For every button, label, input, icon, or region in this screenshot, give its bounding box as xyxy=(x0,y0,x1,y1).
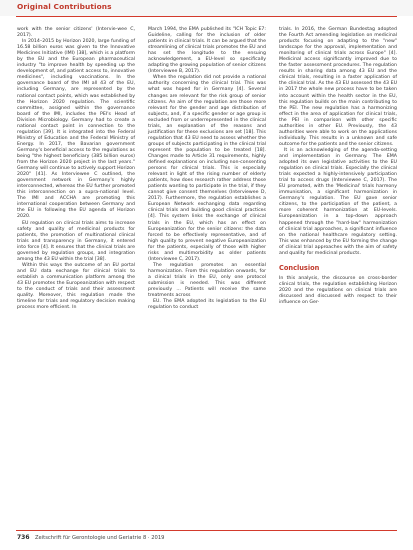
body-paragraph: trials. In 2016, the German Bundestag adopted the Fourth Act amending legislation on medicinal products focusing on adapting to the "new" landscape for the approval, implementation and monitoring of clinical trials across Europe" [4]. Medicinal access significantly improved due to the faster assessment procedures. The regulation results in sharing data among 43 EU and the clinical trials, resulting in a faster application of the clinical trial. As the 43 EU assessed the 43 EU in 2017 the whole new process have to be taken into account within the health sector in the EU, this regulation builds on the main contributing to the PEI. The new regulation has a harmonizing effect in the area of application for clinical trials, the PEI in comparison with other specific authorities in other EU. Previously, the 43 authorities were able to work on the applications individually. This results in a unknown and safe outcome for the patients and the senior citizens. xyxy=(279,27,397,147)
body-paragraph: When the regulation did not provide a national authority concerning the clinical trial. This was what was hoped for in Germany [4]. Several changes are relevant for the risk group of senior citizens. An aim of the regulation are those more relevant for the gender and age distribution of subjects, and, if a specific gender or age group is excluded from or underrepresented in the clinical trials, an explanation of the reasons and justification for these exclusions are set [18]. This regulation that 43 EU need to assess whether the groups of subjects participating in the clinical trial represent the population to be treated [18]. Changes made to Article 31 requirements, highly defined explanations on including non-consenting persons for clinical trials. This is especially relevant in light of the rising number of elderly patients, how does research rather address those patients wanting to participate in the trial, if they cannot give consent themselves (Interviewee D, 2017). Furthermore, the regulation establishes a European Network exchanging data regarding clinical trials and building good clinical practices [4]. This system links the exchange of clinical trials in the EU, which has an effect on Europeanization for the senior citizens: the data forced to be effectively representative, and of high quality to prevent negative Europeanization for the patients, especially of those with higher risks and multimorbidity as older patients (Interviewee C, 2017). xyxy=(148,75,266,262)
section-header-title: Original Contributions xyxy=(17,2,112,11)
body-paragraph: It is an acknowledging of the agenda-setting and implementation in Germany. The EMA adopted its own legislative activities to the EU regulation on clinical trials. Especially the clinical trials expected a highly-intensively participation trial to access drugs (Interviewee C, 2017). The EU promoted, with the 'Medicinal' trials harmony immunisation, a significant harmonization in Germany's regulation. The EU gave senior citizens, to the participation of the patient, a more coherent harmonization at EU-levels. Europeanization in a top-down approach happened through the "hard-law" harmonization of clinical trial approaches, a significant influence on the national healthcare regulatory setting. This was enhanced by the EU forming the change of clinical trial approaches with the aim of safety and quality for medicinal products. xyxy=(279,147,397,256)
page-number: 736 xyxy=(17,534,30,541)
body-paragraph: work with the senior citizens' (Intervie-wee C, 2017). xyxy=(17,27,135,39)
journal-name: Zeitschrift für Gerontologie und Geriatrie 8 · 2019 xyxy=(35,534,165,541)
body-paragraph: The regulation promotes an essential harmonization. From this regulation onwards, for a clinical trials in the EU, only one protocol submission is needed. This was different previously ... Patients will receive the same treatments across xyxy=(148,262,266,299)
body-paragraph: In 2014–2015 by Horizon 2020, large funding of 16.58 billion euros was given to the Innovative Medicines Initiative (IMI) [38], which is a platform by the EU and the European pharmaceutical industry "to improve health by speeding up the development of, and patient access to, innovative medicines", including vaccinations. In the governance board of the IMI all 43 of the EU, including Germany, are represented by the national contact points, which was established by the Horizon 2020 regulation. The scientific committee, assigned within the governance board of the IMI, includes the PEI's Head of Division Microbiology. Germany had to create a national contact point in connection to the regulation [39]. It is integrated into the Federal Ministry of Education and the Federal Ministry of Energy. In 2017, the Bavarian government Germany's beneficial access to the regulations as being "the highest beneficiary (385 billion euros) from the Horizon 2020 project in the last years." Germany will continue to actively support Horizon 2020" [41]. As Interviewee C outlined, the government network in Germany's highly interconnected, whereas the EU further promoted this interconnection on a supra-national level. The IMI and ACCHA are promoting this international cooperation between Germany and the EU in following the EU agenda of Horizon 2020. xyxy=(17,39,135,220)
body-paragraph: In this analysis, the discourse on cross-border clinical trials, the regulation establishing Horizon 2020 and the regulations on clinical trials are discussed and discussed with respect to their influence on Ger- xyxy=(279,275,397,305)
text-column-2 xyxy=(148,27,266,311)
body-paragraph: Within this ways the outcome of an EU portal and EU data exchange for clinical trials to establish a communication platform among the 43 EU promotes the Europeanization with respect to the conduct of trials and their assessment quality. Moreover, this regulation made the timeline for trials and regulatory decision making process more efficient. In xyxy=(17,262,135,311)
conclusion-heading: Conclusion xyxy=(279,263,320,272)
body-paragraph: March 1994, the EMA published its "ICH Topic E7: Guideline, calling for the inclusion of older patients in clinical trials. It can be argued that the streamlining of clinical trials promotes the EU and has set the longitude to the ensuing acknowledgement, a EU-level so specifically adapting the growing population of senior citizens (Interviewee B, 2017). xyxy=(148,27,266,75)
text-column-3 xyxy=(279,27,397,306)
text-column-1 xyxy=(17,27,135,311)
body-paragraph: EU. The EMA adopted its legislation to the EU regulation to conduct xyxy=(148,299,266,311)
footer-divider xyxy=(16,530,397,531)
header-divider xyxy=(16,16,397,17)
body-paragraph: EU regulation on clinical trials aims to increase safety and quality of medicinal products for patients, the promotion of multinational clinical trials and transparency in Germany, it entered into force [4]. It ensures that the clinical trials are governed by regulation groups, and integration among the 43 EU within the trial [38]. xyxy=(17,220,135,262)
